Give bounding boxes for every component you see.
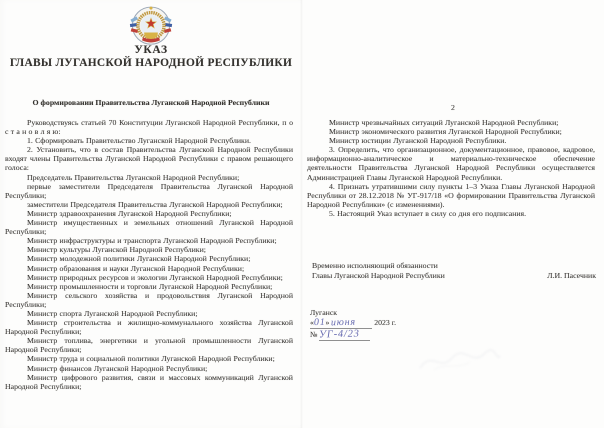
decree-body-page-2 <box>307 118 595 218</box>
decree-number-line <box>310 330 396 341</box>
signatory-role-line-1: Временно исполняющий обязанности <box>312 261 438 270</box>
faint-signature-mark <box>414 344 504 376</box>
decree-paragraph: Министр финансов Луганской Народной Республики; <box>27 363 208 373</box>
decree-issuer-heading: ГЛАВЫ ЛУГАНСКОЙ НАРОДНОЙ РЕСПУБЛИКИ <box>9 57 293 69</box>
decree-paragraph: Министр имущественных и земельных отношений Луганской Народной Республики; <box>5 218 293 237</box>
decree-paragraph: Министр юстиции Луганской Народной Республики. <box>329 136 507 146</box>
handwritten-day: 01 <box>313 316 326 329</box>
number-sign: № <box>310 330 318 339</box>
decree-paragraph: Министр чрезвычайных ситуаций Луганской Народной Республики; <box>329 118 559 127</box>
decree-paragraph: 4. Признать утратившими силу пункты 1–3 Указа Главы Луганской Народной Республики от 28.12.2018 № УГ-917/18 «О формировании Правительства Луганской Народной Республики» (с изменениями). <box>307 181 595 209</box>
page-number: 2 <box>451 103 455 112</box>
decree-paragraph: Министр инфраструктуры и транспорта Луганской Народной Республики; <box>27 236 277 246</box>
decree-paragraph: Председатель Правительства Луганской Народной Республики; <box>27 172 240 182</box>
decree-paragraph: Министр образования и науки Луганской Народной Республики; <box>27 263 245 273</box>
decree-title: О формировании Правительства Луганской Народной Республики <box>32 98 270 107</box>
quote-open: « <box>310 318 314 327</box>
handwritten-decree-number: УГ-4/23 <box>319 328 361 341</box>
quote-close: » <box>325 318 330 327</box>
decree-paragraph: Министр промышленности и торговли Луганской Народной Республики; <box>27 281 273 291</box>
decree-paragraph: заместители Председателя Правительства Луганской Народной Республики; <box>27 199 283 209</box>
decree-paragraph: 3. Определить, что организационное, документационное, правовое, кадровое, информационно-аналитическое и материально-техническое обеспечение деятельности Правительства Луганской Народной Республики осуществляется Администрацией Главы Луганской Народной Республики. <box>307 145 595 182</box>
issue-block <box>310 308 396 341</box>
decree-paragraph: Министр строительства и жилищно-коммунального хозяйства Луганской Народной Республики; <box>5 318 293 337</box>
decree-body-page-1 <box>5 118 293 391</box>
signatory-role-line-2: Главы Луганской Народной Республики <box>312 271 445 281</box>
decree-paragraph: Министр здравоохранения Луганской Народной Республики; <box>27 208 232 218</box>
decree-paragraph: Министр спорта Луганской Народной Республики; <box>27 308 198 318</box>
decree-page-2 <box>302 0 604 428</box>
issue-date-line <box>310 318 396 329</box>
decree-paragraph: 5. Настоящий Указ вступает в силу со дня его подписания. <box>329 208 527 218</box>
handwritten-month: июня <box>331 316 357 329</box>
decree-paragraph: Министр экономического развития Луганской Народной Республики; <box>329 127 562 137</box>
decree-type-heading: УКАЗ <box>134 44 168 56</box>
decree-paragraph: Министр молодежной политики Луганской Народной Республики; <box>27 254 251 264</box>
signature-block <box>312 261 596 282</box>
decree-paragraph: Министр культуры Луганской Народной Республики; <box>27 245 206 255</box>
decree-paragraph: Министр труда и социальной политики Луганской Народной Республики; <box>27 354 275 364</box>
decree-paragraph: Министр сельского хозяйства и продовольствия Луганской Народной Республики; <box>5 290 293 309</box>
signatory-name: Л.И. Пасечник <box>547 271 596 281</box>
decree-paragraph: Министр цифрового развития, связи и массовых коммуникаций Луганской Народной Республики; <box>5 372 293 391</box>
decree-paragraph: Министр топлива, энергетики и угольной промышленности Луганской Народной Республики; <box>5 336 293 355</box>
issue-place: Луганск <box>310 308 338 317</box>
decree-paragraph: первые заместители Председателя Правительства Луганской Народной Республики; <box>5 181 293 200</box>
decree-paragraph: Министр природных ресурсов и экологии Луганской Народной Республики; <box>27 272 283 282</box>
decree-paragraph: 1. Сформировать Правительство Луганской Народной Республики. <box>27 136 251 146</box>
issue-year: 2023 г. <box>374 318 397 327</box>
decree-paragraph: Руководствуясь статьей 70 Конституции Луганской Народной Республики, п о с т а н о в л я ю: <box>5 118 293 137</box>
decree-paragraph: 2. Установить, что в состав Правительства Луганской Народной Республики входят члены Правительства Луганской Народной Республики с правом решающего голоса: <box>5 145 293 173</box>
page-seam-divider <box>300 0 303 428</box>
